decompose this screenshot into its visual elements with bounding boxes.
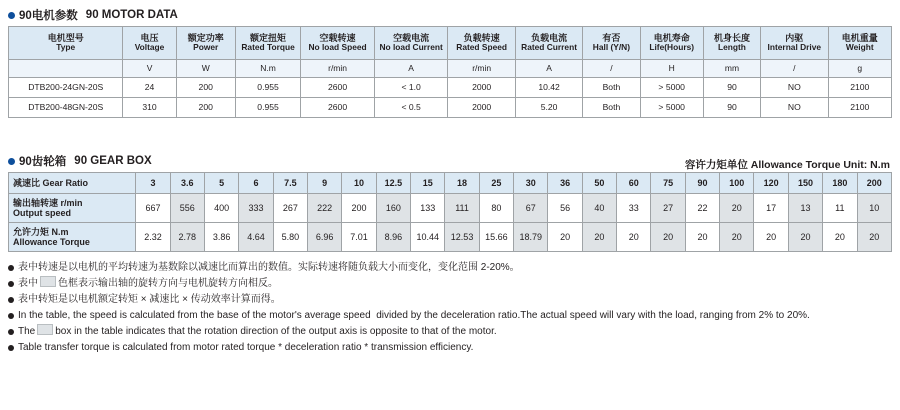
note-en-3: Table transfer torque is calculated from motor rated torque * deceleration ratio * transmission efficiency. [18,342,474,353]
note-en-2-pre: The [18,326,36,337]
note-item [8,340,892,355]
gear-speed-21: 10 [857,194,891,223]
motor-col-power: 额定功率 Power [176,27,235,60]
gear-ratio-7: 12.5 [376,173,410,194]
gear-ratio-1: 3.6 [170,173,204,194]
gear-torque-15: 20 [651,223,685,252]
gear-speed-11: 67 [514,194,548,223]
gear-ratio-16: 90 [685,173,719,194]
gear-speed-3: 333 [239,194,273,223]
gear-ratio-9: 18 [445,173,479,194]
motor-title-cn: 90电机参数 [19,10,78,22]
table-row [9,98,892,118]
motor-row0-noload-current: < 1.0 [374,78,448,98]
gear-speed-15: 27 [651,194,685,223]
motor-row0-voltage: 24 [123,78,176,98]
gear-torque-5: 6.96 [308,223,342,252]
note-cn-1: 表中转速是以电机的平均转速为基数除以减速比而算出的数值。实际转速将随负载大小而变化，变化范围 2-20%。 [18,262,520,273]
gear-ratio-18: 120 [754,173,788,194]
allowance-torque-unit-note: 容许力矩单位 Allowance Torque Unit: N.m [684,159,890,171]
gear-ratio-row [9,173,892,194]
motor-col-type: 电机型号 Type [9,27,123,60]
gear-title-cn: 90齿轮箱 [19,156,67,168]
gear-ratio-19: 150 [788,173,822,194]
motor-col-length: 机身长度 Length [703,27,760,60]
motor-unit-life: H [640,60,703,78]
bullet-dot-icon [8,265,14,271]
gear-ratio-6: 10 [342,173,376,194]
motor-row0-hall: Both [583,78,640,98]
gear-allowance-torque-row [9,223,892,252]
motor-row0-rated-torque: 0.955 [235,78,300,98]
bullet-icon [8,12,15,19]
gear-torque-0: 2.32 [136,223,170,252]
gear-speed-20: 11 [823,194,857,223]
gear-torque-12: 20 [548,223,582,252]
gear-section-heading-row [8,154,892,172]
gear-ratio-12: 36 [548,173,582,194]
motor-row1-rated-current: 5.20 [515,98,582,118]
gear-speed-18: 17 [754,194,788,223]
gear-speed-2: 400 [204,194,238,223]
motor-row0-rated-speed: 2000 [448,78,515,98]
gear-torque-9: 12.53 [445,223,479,252]
note-item [8,292,892,307]
gear-ratio-8: 15 [411,173,445,194]
motor-row0-life: > 5000 [640,78,703,98]
gear-speed-7: 160 [376,194,410,223]
motor-unit-rated-current: A [515,60,582,78]
gear-ratio-21: 200 [857,173,891,194]
motor-unit-voltage: V [123,60,176,78]
motor-row0-length: 90 [703,78,760,98]
gear-output-speed-label: 输出轴转速 r/min Output speed [9,194,136,223]
gear-speed-4: 267 [273,194,307,223]
motor-row1-power: 200 [176,98,235,118]
gear-speed-1: 556 [170,194,204,223]
gear-speed-17: 20 [720,194,754,223]
motor-unit-weight: g [828,60,891,78]
gear-speed-8: 133 [411,194,445,223]
gear-allowance-torque-label: 允许力矩 N.m Allowance Torque [9,223,136,252]
gear-torque-18: 20 [754,223,788,252]
motor-data-table [8,26,892,118]
motor-row1-noload-speed: 2600 [301,98,375,118]
motor-unit-rated-torque: N.m [235,60,300,78]
note-en-2-post: box in the table indicates that the rotation direction of the output axis is opposite to that of the motor. [55,326,497,337]
gear-speed-6: 200 [342,194,376,223]
bullet-icon [8,158,15,165]
gear-torque-14: 20 [617,223,651,252]
motor-row0-type: DTB200-24GN-20S [9,78,123,98]
motor-row0-weight: 2100 [828,78,891,98]
note-item [8,324,892,339]
gear-box-table [8,172,892,252]
motor-header-row [9,27,892,60]
bullet-dot-icon [8,297,14,303]
motor-unit-type [9,60,123,78]
gear-ratio-13: 50 [582,173,616,194]
gear-torque-19: 20 [788,223,822,252]
gear-speed-13: 40 [582,194,616,223]
note-en-1: In the table, the speed is calculated from the base of the motor's average speed divided by the deceleration ratio.The actual speed will vary with the load, ranging from 2% to 20%. [18,310,810,321]
motor-row0-internal-drive: NO [761,78,828,98]
motor-row1-hall: Both [583,98,640,118]
motor-unit-hall: / [583,60,640,78]
motor-row1-rated-speed: 2000 [448,98,515,118]
gear-speed-12: 56 [548,194,582,223]
note-cn-2-pre: 表中 [18,278,38,289]
motor-col-hall: 有否 Hall (Y/N) [583,27,640,60]
note-item [8,260,892,275]
gear-speed-9: 111 [445,194,479,223]
motor-unit-rated-speed: r/min [448,60,515,78]
note-cn-2-post: 色框表示输出轴的旋转方向与电机旋转方向相反。 [58,278,278,289]
gear-ratio-0: 3 [136,173,170,194]
gear-ratio-17: 100 [720,173,754,194]
motor-unit-noload-speed: r/min [301,60,375,78]
color-swatch-icon [40,276,56,287]
gear-ratio-2: 5 [204,173,238,194]
bullet-dot-icon [8,313,14,319]
gear-torque-7: 8.96 [376,223,410,252]
gear-torque-4: 5.80 [273,223,307,252]
motor-unit-power: W [176,60,235,78]
gear-torque-8: 10.44 [411,223,445,252]
gear-section-heading [8,154,152,168]
gear-speed-16: 22 [685,194,719,223]
motor-row1-internal-drive: NO [761,98,828,118]
gear-torque-6: 7.01 [342,223,376,252]
motor-row0-rated-current: 10.42 [515,78,582,98]
gear-torque-16: 20 [685,223,719,252]
motor-col-rated-current: 负载电流 Rated Current [515,27,582,60]
gear-torque-2: 3.86 [204,223,238,252]
gear-ratio-5: 9 [308,173,342,194]
gear-torque-10: 15.66 [479,223,513,252]
motor-row1-length: 90 [703,98,760,118]
motor-row1-noload-current: < 0.5 [374,98,448,118]
note-item [8,308,892,323]
gear-torque-11: 18.79 [514,223,548,252]
note-item [8,276,892,291]
motor-col-rated-torque: 额定扭矩 Rated Torque [235,27,300,60]
motor-unit-row [9,60,892,78]
gear-torque-13: 20 [582,223,616,252]
table-row [9,78,892,98]
gear-ratio-10: 25 [479,173,513,194]
gear-ratio-15: 75 [651,173,685,194]
motor-unit-noload-current: A [374,60,448,78]
gear-speed-19: 13 [788,194,822,223]
bullet-dot-icon [8,329,14,335]
gear-torque-21: 20 [857,223,891,252]
gear-ratio-11: 30 [514,173,548,194]
gear-torque-20: 20 [823,223,857,252]
motor-row1-type: DTB200-48GN-20S [9,98,123,118]
gear-speed-10: 80 [479,194,513,223]
gear-ratio-3: 6 [239,173,273,194]
gear-torque-1: 2.78 [170,223,204,252]
motor-unit-length: mm [703,60,760,78]
motor-col-internal-drive: 内驱 Internal Drive [761,27,828,60]
motor-col-voltage: 电压 Voltage [123,27,176,60]
gear-speed-14: 33 [617,194,651,223]
gear-ratio-4: 7.5 [273,173,307,194]
motor-row0-noload-speed: 2600 [301,78,375,98]
motor-col-weight: 电机重量 Weight [828,27,891,60]
bullet-dot-icon [8,281,14,287]
motor-row1-life: > 5000 [640,98,703,118]
motor-col-life: 电机寿命 Life(Hours) [640,27,703,60]
motor-row0-power: 200 [176,78,235,98]
motor-unit-internal-drive: / [761,60,828,78]
color-swatch-icon [37,324,53,335]
gear-speed-0: 667 [136,194,170,223]
notes-list [8,260,892,355]
gear-ratio-20: 180 [823,173,857,194]
gear-title-en: 90 GEAR BOX [74,155,152,167]
motor-row1-voltage: 310 [123,98,176,118]
motor-title-en: 90 MOTOR DATA [85,9,178,21]
motor-col-noload-speed: 空载转速 No load Speed [301,27,375,60]
bullet-dot-icon [8,345,14,351]
gear-ratio-label: 减速比 Gear Ratio [9,173,136,194]
gear-torque-17: 20 [720,223,754,252]
motor-col-noload-current: 空载电流 No load Current [374,27,448,60]
motor-section-heading [8,8,892,22]
motor-row1-weight: 2100 [828,98,891,118]
note-cn-3: 表中转矩是以电机额定转矩 × 减速比 × 传动效率计算而得。 [18,294,281,305]
motor-row1-rated-torque: 0.955 [235,98,300,118]
gear-speed-5: 222 [308,194,342,223]
gear-ratio-14: 60 [617,173,651,194]
motor-col-rated-speed: 负载转速 Rated Speed [448,27,515,60]
gear-torque-3: 4.64 [239,223,273,252]
gear-output-speed-row [9,194,892,223]
